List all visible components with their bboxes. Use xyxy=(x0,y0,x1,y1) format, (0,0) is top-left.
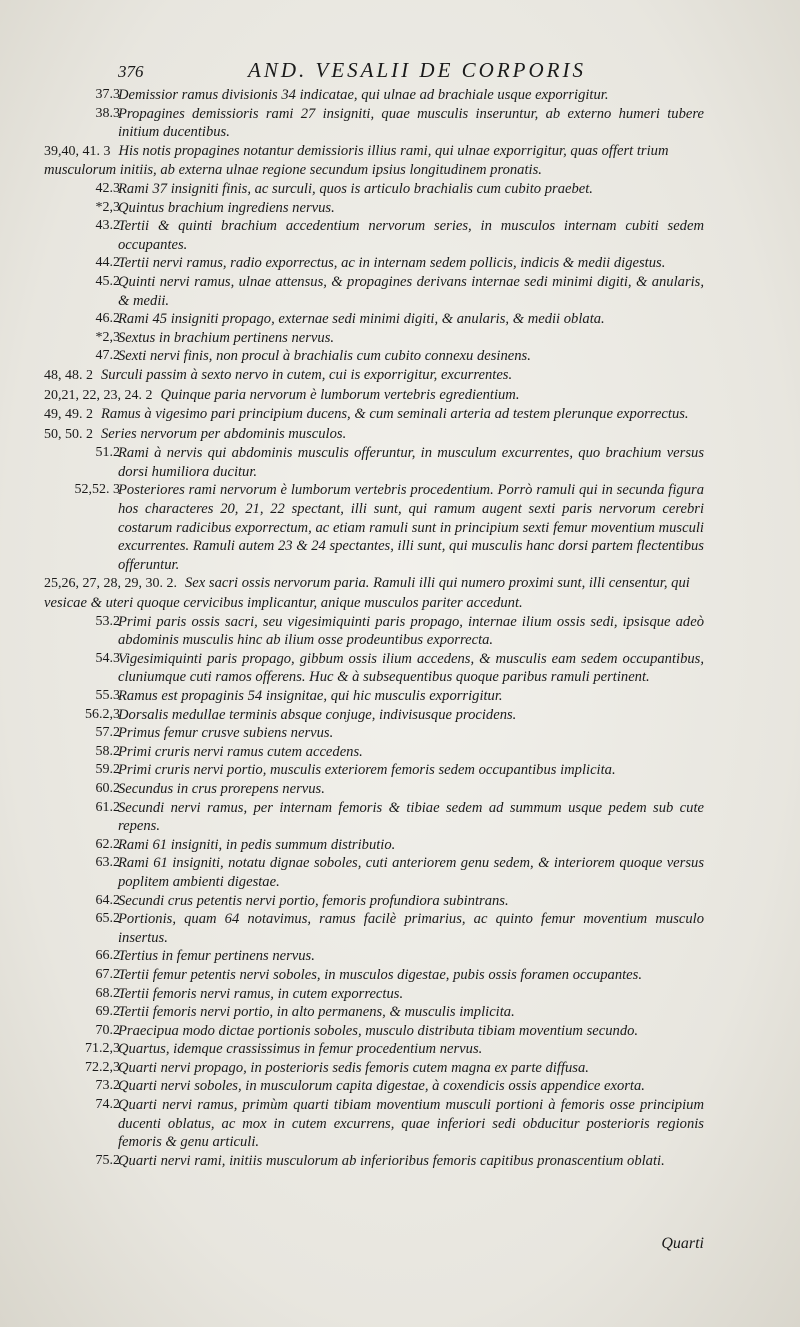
legend-entry xyxy=(64,985,704,1004)
entry-text: Quinque paria nervorum è lumborum vertebris egredientium. xyxy=(160,386,520,403)
entry-text: His notis propagines notantur demissioris illius rami, qui ulnae exporrigitur, quas offert trium musculorum initiis, ab externa ulnae regione secundum ipsius longitudinem pronatis. xyxy=(44,142,669,179)
entry-text: Sextus in brachium pertinens nervus. xyxy=(118,329,335,346)
entry-number: 62.2 xyxy=(95,836,120,852)
entry-number: 66.2 xyxy=(95,948,120,964)
legend-entry xyxy=(64,1077,704,1096)
legend-entry xyxy=(64,1059,704,1078)
entry-text: Rami 61 insigniti, in pedis summum distributio. xyxy=(118,836,396,853)
legend-entry xyxy=(64,650,704,687)
entry-text: Tertii femoris nervi portio, in alto permanens, & musculis implicita. xyxy=(118,1004,515,1021)
entry-number: 42.3 xyxy=(95,180,120,196)
entry-number: 44.2 xyxy=(95,255,120,271)
entry-number: 51.2 xyxy=(95,445,120,461)
running-head: AND. VESALII DE CORPORIS xyxy=(248,58,586,82)
entry-number: 70.2 xyxy=(95,1022,120,1038)
legend-entry xyxy=(64,86,704,105)
entry-text: Ramus est propaginis 54 insignitae, qui hic musculis exporrigitur. xyxy=(118,688,503,704)
entry-text: Primi paris ossis sacri, seu vigesimiquinti paris propago, internae ilium ossis sedi, ipsisque adeò abdominis musculis hinc ab ilium osse prodeuntibus exporrecta. xyxy=(118,613,704,649)
entry-text: Propagines demissioris rami 27 insigniti, quae musculis inseruntur, ab externo humeri tubere initium ducentibus. xyxy=(118,105,704,141)
entry-text: Vigesimiquinti paris propago, gibbum ossis ilium accedens, & musculis eam sedem occupantibus, cluniumque cuti ramos offerens. Huc & à subsequentibus quoque paribus ramuli pertinent. xyxy=(118,650,704,686)
legend-entry xyxy=(44,142,704,180)
entry-number: 37.3 xyxy=(95,87,120,102)
entry-number: 20,21, 22, 23, 24. 2 xyxy=(44,387,153,403)
entry-text: Sex sacri ossis nervorum paria. Ramuli illi qui numero proximi sunt, illi censentur, qui vesicae & uteri quoque cervicibus implicantur, anique musculos pariter accedunt. xyxy=(44,575,690,612)
entry-number: *2,3 xyxy=(95,329,120,345)
legend-entry xyxy=(64,910,704,947)
legend-entry xyxy=(64,1152,704,1171)
entry-number: 58.2 xyxy=(95,743,120,759)
entry-number: 75.2 xyxy=(95,1152,120,1168)
legend-entry xyxy=(64,799,704,836)
legend-entry xyxy=(64,217,704,254)
legend-entry xyxy=(64,854,704,891)
entry-number: 67.2 xyxy=(95,966,120,982)
legend-entry xyxy=(64,1040,704,1059)
entry-number: 73.2 xyxy=(95,1078,120,1094)
entry-number: 45.2 xyxy=(95,273,120,289)
legend-entry xyxy=(64,254,704,273)
entry-text: Quintus brachium ingrediens nervus. xyxy=(118,199,335,216)
entry-number: 47.2 xyxy=(95,348,120,364)
entry-text: Surculi passim à sexto nervo in cutem, cui is exporrigitur, excurrentes. xyxy=(101,366,513,383)
entry-text: Quarti nervi rami, initiis musculorum ab inferioribus femoris capitibus pronascentium oblati. xyxy=(118,1152,665,1169)
legend-entry xyxy=(64,706,704,725)
entry-text: Tertii femoris nervi ramus, in cutem exporrectus. xyxy=(118,985,404,1002)
entry-text: Portionis, quam 64 notavimus, ramus facilè primarius, ac quinto femur moventium musculo insertus. xyxy=(118,911,704,946)
entry-number: 59.2 xyxy=(95,762,120,778)
entry-text: Series nervorum per abdominis musculos. xyxy=(101,425,347,442)
catchword: Quarti xyxy=(661,1235,704,1252)
entry-number: 52,52. 3 xyxy=(74,482,120,498)
entry-text: Quarti nervi soboles, in musculorum capita digestae, à coxendicis ossis appendice exorta. xyxy=(118,1078,645,1095)
legend-entry xyxy=(64,724,704,743)
entry-text: Quinti nervi ramus, ulnae attensus, & propagines derivans internae sedi minimi digiti, & anularis, & medii. xyxy=(118,273,704,309)
entry-number: 71.2,3 xyxy=(85,1041,120,1057)
entry-text: Primus femur crusve subiens nervus. xyxy=(118,725,334,742)
entry-text: Tertii femur petentis nervi soboles, in musculos digestae, pubis ossis foramen occupantes. xyxy=(118,966,642,983)
legend-entry xyxy=(64,1003,704,1022)
entry-number: 72.2,3 xyxy=(85,1059,120,1075)
entry-number: 61.2 xyxy=(95,799,120,815)
entry-number: 57.2 xyxy=(95,725,120,741)
legend-entry xyxy=(64,687,704,706)
entry-number: 48, 48. 2 xyxy=(44,367,93,383)
legend-entry xyxy=(64,780,704,799)
entry-number: 63.2 xyxy=(95,855,120,871)
legend-entry xyxy=(64,836,704,855)
legend-entry xyxy=(64,444,704,481)
entry-text: Quarti nervi propago, in posterioris sedis femoris cutem magna ex parte diffusa. xyxy=(118,1059,589,1076)
legend-entry xyxy=(64,105,704,142)
entry-text: Primi cruris nervi ramus cutem accedens. xyxy=(118,743,363,760)
legend-entry xyxy=(64,481,704,574)
entry-number: 46.2 xyxy=(95,311,120,327)
entry-number: 53.2 xyxy=(95,613,120,629)
entry-text: Tertii & quinti brachium accedentium nervorum series, in musculos internam cubiti sedem occupantes. xyxy=(118,218,704,253)
entry-number: 74.2 xyxy=(95,1097,120,1113)
entry-text: Posteriores rami nervorum è lumborum vertebris procedentium. Porrò ramuli qui in secunda figura hos characteres 20, 21, 22 spectant, illi sunt, qui ramum augent sexti paris nervorum cerebri costarum radicibus exporrectum, ac etiam ramuli sunt in principium sexti femur moventium musculi excurrentes. Ramuli autem 23 & 24 spectantes, illi sunt, qui musculis hanc dorsi partem flectentibus offeruntur. xyxy=(118,482,704,573)
entry-number: *2,3 xyxy=(95,199,120,215)
entry-text: Secundi nervi ramus, per internam femoris & tibiae sedem ad summum usque pedem sub cute repens. xyxy=(118,799,704,835)
legend-entry xyxy=(64,743,704,762)
entry-number: 69.2 xyxy=(95,1004,120,1020)
entry-number: 60.2 xyxy=(95,780,120,796)
entry-number: 55.3 xyxy=(95,688,120,703)
legend-entry xyxy=(64,947,704,966)
entry-text: Rami à nervis qui abdominis musculis offeruntur, in musculum excurrentes, quo brachium versus dorsi humiliora ducitur. xyxy=(118,445,704,480)
entry-text: Dorsalis medullae terminis absque conjuge, indivisusque procidens. xyxy=(118,706,517,723)
entry-text: Sexti nervi finis, non procul à brachialis cum cubito connexu desinens. xyxy=(118,348,531,365)
entry-number: 39,40, 41. 3 xyxy=(44,143,111,159)
entry-text: Quarti nervi ramus, primùm quarti tibiam moventium musculi portioni à femoris osse principium ducenti oblatus, ac mox in cutem excurrens, quae inferiori sedi obducitur posterioris regionis femoris & genu articuli. xyxy=(118,1097,704,1151)
legend-entry xyxy=(44,425,704,445)
entry-text: Tertius in femur pertinens nervus. xyxy=(118,948,315,965)
legend-entry xyxy=(64,761,704,780)
legend-entry xyxy=(44,574,704,612)
legend-entries xyxy=(44,86,704,1170)
legend-entry xyxy=(64,1096,704,1152)
page-header xyxy=(118,58,700,84)
legend-entry xyxy=(64,892,704,911)
legend-entry xyxy=(64,966,704,985)
entry-number: 43.2 xyxy=(95,218,120,234)
legend-entry xyxy=(64,1022,704,1041)
entry-text: Tertii nervi ramus, radio exporrectus, ac in internam sedem pollicis, indicis & medii digestus. xyxy=(118,255,666,272)
entry-number: 54.3 xyxy=(95,650,120,666)
entry-number: 38.3 xyxy=(95,105,120,121)
legend-entry xyxy=(64,347,704,366)
entry-text: Rami 61 insigniti, notatu dignae soboles, cuti anteriorem genu sedem, & interiorem quoque versus poplitem ambienti digestae. xyxy=(118,855,704,890)
entry-number: 25,26, 27, 28, 29, 30. 2. xyxy=(44,576,177,592)
legend-entry xyxy=(44,386,704,406)
entry-text: Rami 37 insigniti finis, ac surculi, quos is articulo brachialis cum cubito praebet. xyxy=(118,180,593,197)
legend-entry xyxy=(64,310,704,329)
entry-number: 65.2 xyxy=(95,911,120,927)
legend-entry xyxy=(64,180,704,199)
legend-entry xyxy=(64,329,704,348)
legend-entry xyxy=(44,405,704,425)
legend-entry xyxy=(64,613,704,650)
entry-text: Secundi crus petentis nervi portio, femoris profundiora subintrans. xyxy=(118,892,509,909)
entry-text: Primi cruris nervi portio, musculis exteriorem femoris sedem occupantibus implicita. xyxy=(118,762,616,779)
entry-number: 56.2,3 xyxy=(85,706,120,722)
entry-text: Quartus, idemque crassissimus in femur procedentium nervus. xyxy=(118,1041,483,1058)
legend-entry xyxy=(44,366,704,386)
entry-number: 68.2 xyxy=(95,985,120,1001)
entry-text: Secundus in crus prorepens nervus. xyxy=(118,780,325,797)
entry-text: Rami 45 insigniti propago, externae sedi minimi digiti, & anularis, & medii oblata. xyxy=(118,311,605,328)
entry-text: Ramus à vigesimo pari principium ducens, & cum seminali arteria ad testem plerunque exporrectus. xyxy=(101,406,689,423)
entry-text: Demissior ramus divisionis 34 indicatae, qui ulnae ad brachiale usque exporrigitur. xyxy=(118,87,609,103)
page-number: 376 xyxy=(118,62,144,81)
entry-number: 49, 49. 2 xyxy=(44,407,93,423)
entry-text: Praecipua modo dictae portionis soboles, musculo distributa tibiam moventium secundo. xyxy=(118,1022,639,1039)
legend-entry xyxy=(64,273,704,310)
entry-number: 50, 50. 2 xyxy=(44,426,93,442)
entry-number: 64.2 xyxy=(95,892,120,908)
legend-entry xyxy=(64,199,704,218)
